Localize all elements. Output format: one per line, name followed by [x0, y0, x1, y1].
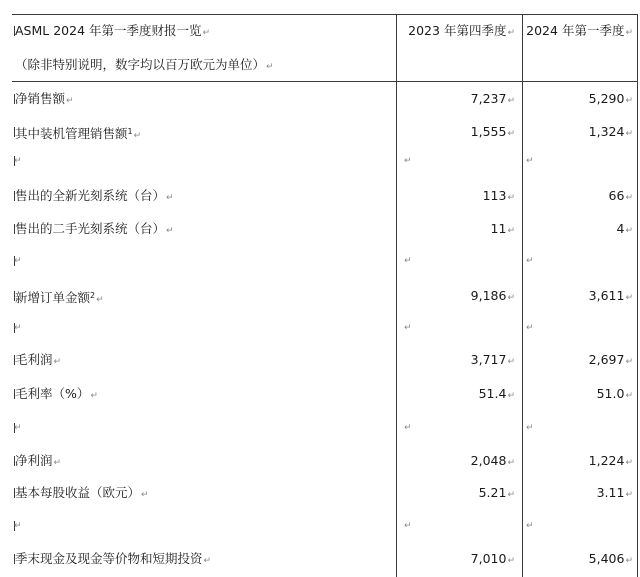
empty-cell-mark: ↵ [404, 156, 412, 166]
row-label: 新增订单金额$^2$↵ [15, 290, 104, 305]
footnote-marker: 1 [127, 127, 133, 136]
table-top-border [12, 14, 638, 15]
row-label: 售出的全新光刻系统（台）↵ [15, 188, 174, 203]
table-row-spacer [0, 251, 640, 271]
value-2023q4: 2,048↵ [470, 453, 515, 468]
row-label: 季末现金及现金等价物和短期投资↵ [15, 551, 212, 566]
table-row-spacer [0, 151, 640, 171]
value-2024q1: 66↵ [608, 188, 633, 203]
empty-cell-mark: ↵ [14, 156, 22, 166]
table-row-spacer [0, 516, 640, 536]
empty-cell-mark: ↵ [526, 156, 534, 166]
row-label: 毛利率（%）↵ [15, 386, 98, 401]
row-label-text: 毛利润 [15, 352, 53, 367]
table-row [0, 219, 640, 239]
subtitle-row [0, 55, 640, 75]
value-2023q4: 11↵ [490, 221, 515, 236]
table-row [0, 286, 640, 306]
table-row-spacer [0, 318, 640, 338]
header-divider [12, 81, 638, 82]
empty-cell-mark: ↵ [526, 521, 534, 531]
row-label: 其中装机管理销售额$^1$↵ [15, 126, 142, 141]
empty-cell-mark: ↵ [404, 423, 412, 433]
row-label-text: 基本每股收益（欧元） [15, 485, 141, 500]
footnote-marker: 2 [90, 291, 96, 300]
empty-cell-mark: ↵ [14, 423, 22, 433]
table-row [0, 89, 640, 109]
value-2024q1: 1,324↵ [588, 124, 633, 139]
table-title: ASML 2024 年第一季度财报一览↵ [15, 23, 211, 38]
value-2023q4: 7,010↵ [470, 551, 515, 566]
empty-cell-mark: ↵ [404, 323, 412, 333]
value-2024q1: 4↵ [616, 221, 633, 236]
table-row [0, 186, 640, 206]
empty-cell-mark: ↵ [14, 521, 22, 531]
value-2024q1: 5,406↵ [588, 551, 633, 566]
table-row [0, 350, 640, 370]
value-2024q1: 3,611↵ [588, 288, 633, 303]
empty-cell-mark: ↵ [404, 256, 412, 266]
value-2024q1: 1,224↵ [588, 453, 633, 468]
empty-cell-mark: ↵ [14, 256, 22, 266]
table-subtitle: （除非特别说明，数字均以百万欧元为单位）↵ [15, 57, 274, 72]
row-label: 毛利润↵ [15, 352, 62, 367]
empty-cell-mark: ↵ [526, 256, 534, 266]
empty-cell-mark: ↵ [526, 423, 534, 433]
empty-cell-mark: ↵ [526, 323, 534, 333]
column-header-2023q4: 2023 年第四季度↵ [408, 23, 515, 38]
value-2024q1: 5,290↵ [588, 91, 633, 106]
row-label-text: 新增订单金额 [15, 290, 91, 305]
empty-cell-mark: ↵ [14, 323, 22, 333]
header-row [0, 21, 640, 41]
row-label-text: 售出的二手光刻系统（台） [15, 221, 166, 236]
value-2023q4: 7,237↵ [470, 91, 515, 106]
row-label-text: 季末现金及现金等价物和短期投资 [15, 551, 203, 566]
value-2023q4: 5.21↵ [478, 485, 515, 500]
row-label: 净利润↵ [15, 453, 62, 468]
row-label-text: 其中装机管理销售额 [15, 126, 128, 141]
table-row [0, 549, 640, 569]
row-label: 基本每股收益（欧元）↵ [15, 485, 149, 500]
value-2023q4: 113↵ [482, 188, 515, 203]
value-2024q1: 2,697↵ [588, 352, 633, 367]
value-2023q4: 1,555↵ [470, 124, 515, 139]
value-2023q4: 3,717↵ [470, 352, 515, 367]
empty-cell-mark: ↵ [404, 521, 412, 531]
value-2023q4: 51.4↵ [478, 386, 515, 401]
table-row [0, 451, 640, 471]
table-row [0, 483, 640, 503]
row-label-text: 毛利率（%） [15, 386, 90, 401]
value-2024q1: 3.11↵ [596, 485, 633, 500]
row-label-text: 净销售额 [15, 91, 66, 106]
row-label: 售出的二手光刻系统（台）↵ [15, 221, 174, 236]
row-label-text: 售出的全新光刻系统（台） [15, 188, 166, 203]
value-2024q1: 51.0↵ [596, 386, 633, 401]
row-label-text: 净利润 [15, 453, 53, 468]
column-header-2024q1: 2024 年第一季度↵ [526, 23, 633, 38]
table-row-spacer [0, 418, 640, 438]
table-row [0, 384, 640, 404]
row-label: 净销售额↵ [15, 91, 74, 106]
table-row [0, 122, 640, 142]
value-2023q4: 9,186↵ [470, 288, 515, 303]
